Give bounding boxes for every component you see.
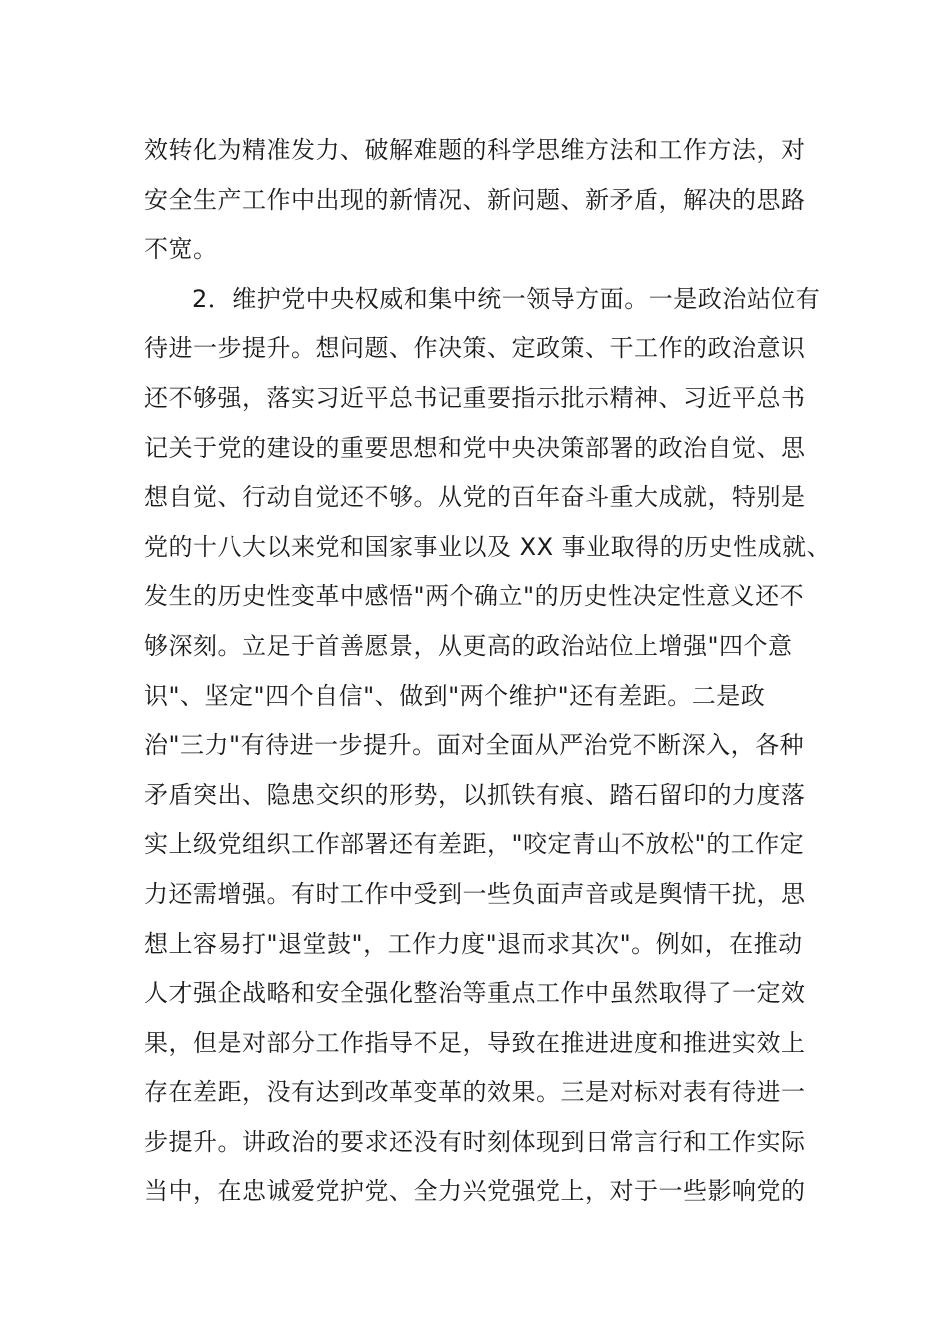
text-line: 实上级党组织工作部署还有差距，"咬定青山不放松"的工作定 [144,830,805,859]
text-line: 效转化为精准发力、破解难题的科学思维方法和工作方法，对 [144,136,806,164]
text-line: 想上容易打"退堂鼓"，工作力度"退而求其次"。例如，在推动 [144,929,803,958]
text-line: 当中，在忠诚爱党护党、全力兴党强党上，对于一些影响党的 [144,1177,806,1206]
text-line: 发生的历史性变革中感悟"两个确立"的历史性决定性意义还不 [144,582,805,611]
body-text [144,126,832,1217]
text-line: 安全生产工作中出现的新情况、新问题、新矛盾，解决的思路 [144,185,806,214]
text-line: 人才强企战略和安全强化整治等重点工作中虽然取得了一定效 [144,979,806,1008]
paragraph-start-line: 2．维护党中央权威和集中统一领导方面。一是政治站位有 [192,284,821,313]
text-line: 步提升。讲政治的要求还没有时刻体现到日常言行和工作实际 [144,1127,806,1156]
text-line: 待进一步提升。想问题、作决策、定政策、干工作的政治意识 [144,334,806,363]
text-line: 记关于党的建设的重要思想和党中央决策部署的政治自觉、思 [144,433,806,462]
text-line: 不宽。 [144,235,218,264]
text-line: 想自觉、行动自觉还不够。从党的百年奋斗重大成就，特别是 [144,483,806,512]
text-line: 矛盾突出、隐患交织的形势，以抓铁有痕、踏石留印的力度落 [144,780,806,809]
text-line: 够深刻。立足于首善愿景，从更高的政治站位上增强"四个意 [144,631,793,660]
text-line: 果，但是对部分工作指导不足，导致在推进进度和推进实效上 [144,1028,806,1057]
text-line: 治"三力"有待进一步提升。面对全面从严治党不断深入，各种 [144,731,805,760]
text-line: 力还需增强。有时工作中受到一些负面声音或是舆情干扰，思 [144,879,806,908]
text-line: 识"、坚定"四个自信"、做到"两个维护"还有差距。二是政 [144,681,766,710]
text-line: 存在差距，没有达到改革变革的效果。三是对标对表有待进一 [144,1078,806,1107]
text-line: 还不够强，落实习近平总书记重要指示批示精神、习近平总书 [144,383,806,412]
text-line: 党的十八大以来党和国家事业以及 XX 事业取得的历史性成就、 [144,532,832,561]
